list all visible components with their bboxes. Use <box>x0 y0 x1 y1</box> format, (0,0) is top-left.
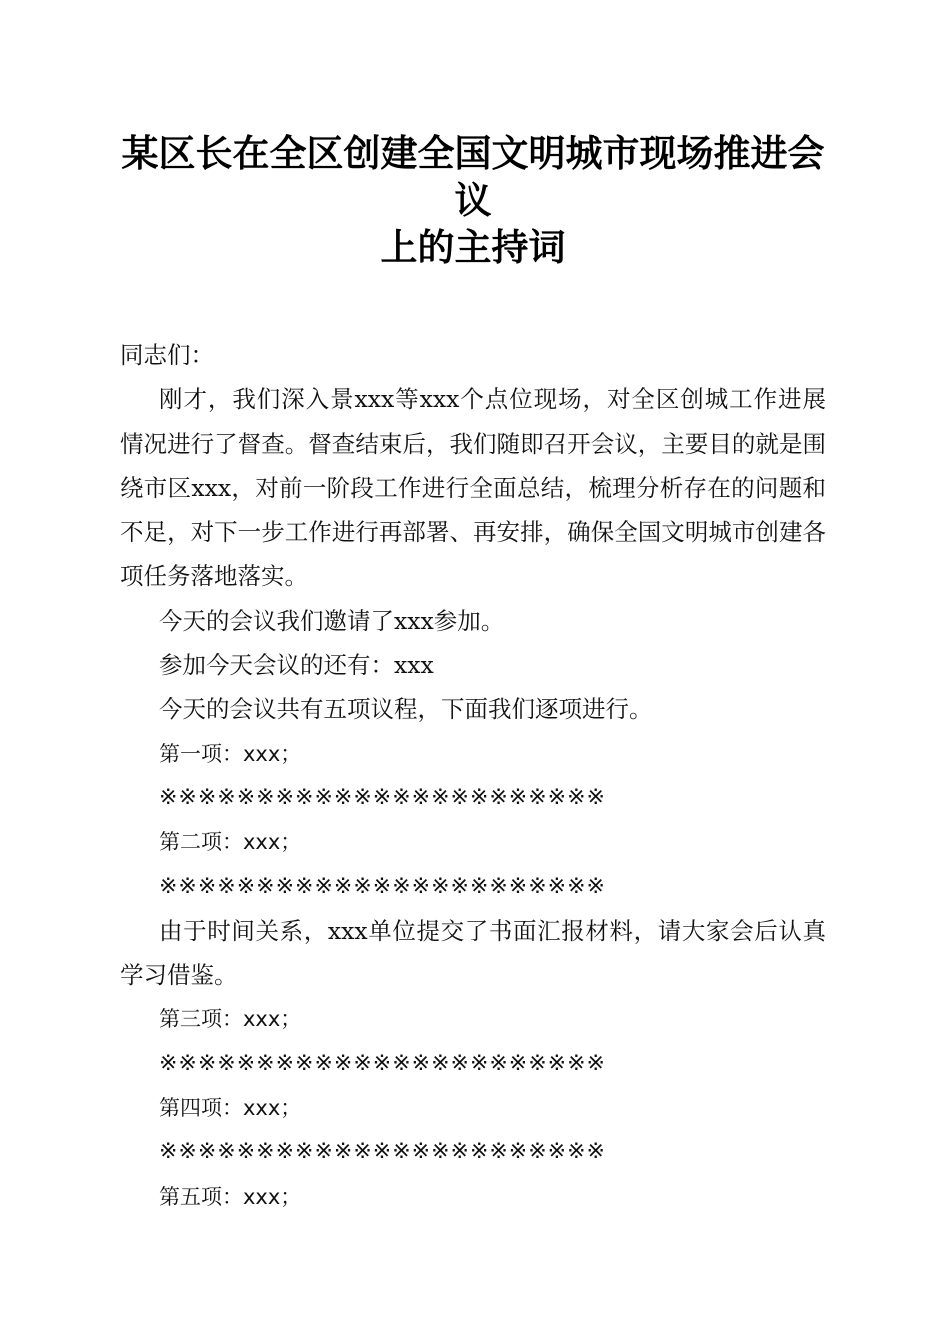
paragraph-agenda: 今天的会议共有五项议程，下面我们逐项进行。 <box>159 695 653 724</box>
agenda-item-2: 第二项：xxx； <box>159 830 302 855</box>
salutation: 同志们： <box>120 341 214 369</box>
placeholder-stars-3: ※※※※※※※※※※※※※※※※※※※※※※※ <box>159 1050 606 1076</box>
agenda-item-1: 第一项：xxx； <box>159 741 302 766</box>
placeholder-stars-1: ※※※※※※※※※※※※※※※※※※※※※※※ <box>159 784 606 810</box>
agenda-item-5: 第五项：xxx； <box>159 1184 302 1209</box>
title-line-1: 某区长在全区创建全国文明城市现场推进会议 <box>121 131 825 222</box>
placeholder-stars-4: ※※※※※※※※※※※※※※※※※※※※※※※ <box>159 1139 606 1165</box>
paragraph-invited: 今天的会议我们邀请了xxx参加。 <box>159 606 505 635</box>
document-title <box>120 130 826 271</box>
document-body <box>120 333 826 1219</box>
agenda-item-3: 第三项：xxx； <box>159 1007 302 1032</box>
placeholder-stars-2: ※※※※※※※※※※※※※※※※※※※※※※※ <box>159 873 606 899</box>
paragraph-attendees: 参加今天会议的还有：xxx <box>159 651 434 680</box>
paragraph-written-report: 由于时间关系，xxx单位提交了书面汇报材料，请大家会后认真学习借鉴。 <box>120 916 826 990</box>
title-line-2: 上的主持词 <box>380 225 566 269</box>
paragraph-intro: 刚才，我们深入景xxx等xxx个点位现场，对全区创城工作进展情况进行了督查。督查结束后，我们随即召开会议，主要目的就是围绕市区xxx，对前一阶段工作进行全面总结，梳理分析存在的问题和不足，对下一步工作进行再部署、再安排，确保全国文明城市创建各项任务落地落实。 <box>120 385 826 591</box>
agenda-item-4: 第四项：xxx； <box>159 1096 302 1121</box>
document-page <box>120 130 826 1219</box>
